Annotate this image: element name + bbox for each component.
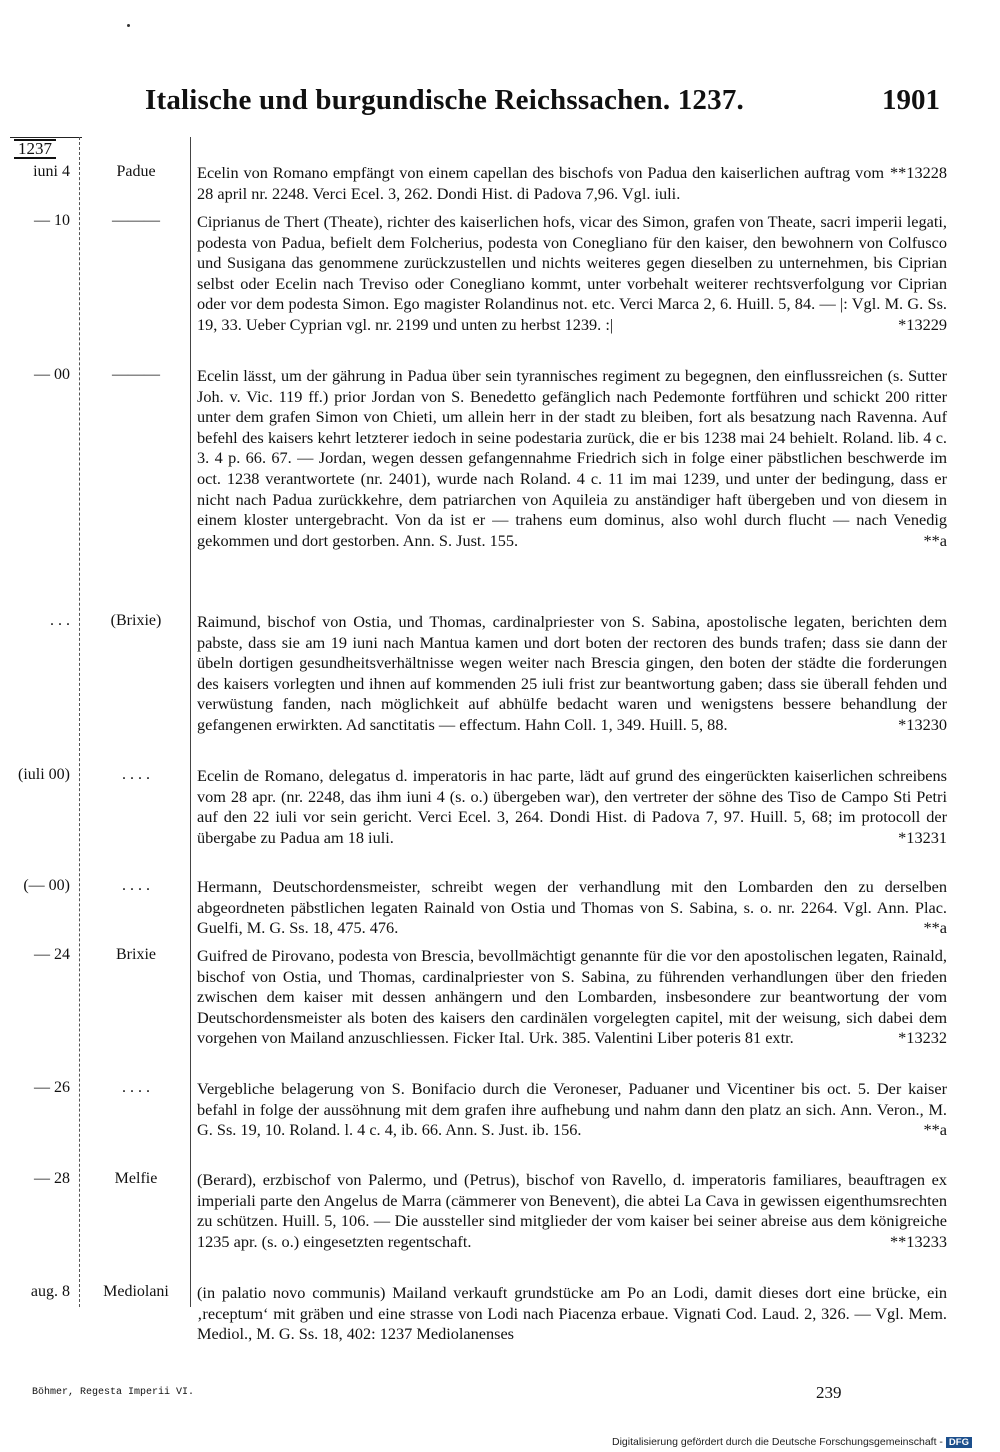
entry-place: ——— [112,366,160,383]
footer-page-number: 239 [816,1383,842,1402]
entry-place: ——— [112,212,160,229]
entry-number: *13229 [898,314,947,334]
entry-text: Vergebliche belagerung von S. Bonifacio durch die Veroneser, Paduaner und Vicentiner bis oct. 5. Der kaiser befahl in folge der aussöhnung mit dem grafen ihre aufhebung und nahm dann den platz an sich. Ann. Veron., M. G. Ss. 19, 10. Roland. l. 4 c. 4, ib. 66. Ann. S. Just. ib. 156. **a [197,1079,947,1140]
entry-date: — 24 [34,946,70,963]
entry-number: **13233 [890,1231,947,1251]
entry-number: **13228 [890,163,947,182]
header-rule [10,137,82,138]
speck-mark [127,24,130,27]
page-title: Italische und burgundische Reichssachen. 1237. [145,84,744,116]
entry-date: . . . [50,612,70,629]
entry-place: . . . . [122,1079,150,1096]
footer-source: Böhmer, Regesta Imperii VI. [32,1387,195,1398]
entry-place: Mediolani [103,1283,169,1300]
entry-number: *13231 [898,827,947,847]
entry-number: **a [923,918,947,938]
dfg-credit-text: Digitalisierung gefördert durch die Deutsche Forschungsgemeinschaft - [612,1436,943,1448]
entry-date: — 26 [34,1079,70,1096]
entry-date: — 00 [34,366,70,383]
column-divider-date [79,137,80,1307]
entry-number: **a [923,530,947,550]
entry-date: (— 00) [23,877,70,894]
dfg-logo-icon: DFG [946,1437,972,1448]
entry-date: iuni 4 [33,163,70,180]
entry-date: — 28 [34,1170,70,1187]
entry-number: **a [923,1120,947,1140]
year-label: 1237 [14,139,56,159]
entry-text: (in palatio novo communis) Mailand verkauft grundstücke am Po an Lodi, damit dieses dort eine brücke, ein ‚receptum‘ mit gräben und eine strasse von Lodi nach Piacenza erbaue. Vignati Cod. Laud. 2, 326. — Vgl. Mem. Mediol., M. G. Ss. 18, 402: 1237 Mediolanenses [197,1283,947,1344]
entry-text: Ecelin de Romano, delegatus d. imperatoris in hac parte, lädt auf grund des eingerückten kaiserlichen schreibens vom 28 apr. (nr. 2248, das ihm iuni 4 (s. o.) übergeben war), den vertreter der söhne des Tiso de Campo Sti Petri auf den 22 iuli vor sein gericht. Verci Ecel. 3, 264. Dondi Hist. di Padova 7, 97. Huill. 5, 68; im protocoll der übergabe zu Padua am 18 iuli. *13231 [197,766,947,847]
entry-number: *13230 [898,714,947,734]
entry-place: . . . . [122,877,150,894]
entry-text: Guifred de Pirovano, podesta von Brescia, bevollmächtigt genannte für die vor den apostolischen legaten, Rainald, bischof von Ostia, und Thomas, cardinalpriester von S. Sabina, zu führenden verhandlungen über den frieden zwischen dem kaiser mit dessen anhängern und den Lombarden, insbesondere zur beantwortung der vom Deutschordensmeister als boten des kaisers den cardinälen vorgelegten capitel, mit der weisung, sich dabei dem vorgehen von Mailand anzuschliessen. Ficker Ital. Urk. 385. Valentini Liber poteris 81 extr. *13232 [197,946,947,1048]
entry-text: Hermann, Deutschordensmeister, schreibt wegen der verhandlung mit den Lombarden den zu derselben abgeordneten päbstlichen legaten Rainald von Ostia und Thomas von S. Sabina, s. o. nr. 2264. Vgl. Ann. Plac. Guelfi, M. G. Ss. 18, 475. 476. **a [197,877,947,938]
column-divider-place [190,137,191,1307]
entry-text: Raimund, bischof von Ostia, und Thomas, cardinalpriester von S. Sabina, apostolische legaten, berichten dem pabste, dass sie am 19 iuni nach Mantua kamen und dort boten der rectoren des bunds trafen; dass sie dann der übeln dortigen gesundheitsverhältnisse wegen weiter nach Brescia gingen, den boten der städte die forderungen des kaisers vorlegten und ihnen auf kommenden 25 iuli frist zur beantwortung gaben; dass sie überall fehden und verwüstung fanden, nach möglichkeit auf abhülfe bedacht waren und wenigstens bessere behandlung der gefangenen erwirkten. Ad sanctitatis — effectum. Hahn Coll. 1, 349. Huill. 5, 88. *13230 [197,612,947,734]
dfg-credit [612,1436,972,1448]
entry-place: Padue [116,163,156,180]
page-number: 1901 [882,84,940,116]
entry-text: Ecelin lässt, um der gährung in Padua über sein tyrannisches regiment zu begegnen, den einflussreichen (s. Sutter Joh. v. Vic. 119 ff.) prior Jordan von S. Benedetto gefänglich nach Pedemonte fortführen und schickt 200 ritter unter dem grafen Simon von Chieti, um allein herr in der stadt zu bleiben, fort als besatzung nach Ravenna. Auf befehl des kaisers kehrt letzterer iedoch in seine podestaria zurück, die er bis 1238 mai 24 behielt. Roland. lib. 4 c. 3. 4 p. 66. 67. — Jordan, wegen dessen gefangennahme Friedrich sich in folge einer päbstlichen beschwerde im oct. 1238 verantwortete (nr. 2401), wurde nach Roland. 4 c. 11 im mai 1239, und unter der bedingung, dass er nicht nach Padua zurückkehre, dem patriarchen von Aquileia zu anständiger haft übergeben und von diesem in einem kloster untergebracht. Von da ist er — trahens eum dominus, also wohl durch flucht — nach Venedig gekommen und dort gestorben. Ann. S. Just. 155. **a [197,366,947,550]
entry-date: aug. 8 [30,1283,70,1300]
entry-text: (Berard), erzbischof von Palermo, und (Petrus), bischof von Ravello, d. imperatoris familiares, beauftragen ex imperiali parte den Angelus de Marra (cämmerer von Benevent), die abtei La Cava in gewissen eigenthumsrechten zu schützen. Huill. 5, 106. — Die aussteller sind mitglieder der vom kaiser bei seiner abreise aus dem königreiche 1235 apr. (s. o.) eingesetzten regentschaft. **13233 [197,1170,947,1251]
entry-place: . . . . [122,766,150,783]
entry-text: Ciprianus de Thert (Theate), richter des kaiserlichen hofs, vicar des Simon, grafen von Theate, sacri imperii legati, podesta von Padua, befielt dem Folcherius, podesta von Conegliano für den kaiser, den bewohnern von Colfusco und Susigana das genommene zurückzustellen und nichts weiteres gegen dieselben zu unternehmen, bis Ciprian selbst oder Ecelin nach Treviso oder Conegliano kommt, unter vorbehalt weiterer rechtsverfolgung vor Ciprian oder vor dem podesta Simon. Ego magister Rolandinus not. etc. Verci Marca 2, 6. Huill. 5, 84. — |: Vgl. M. G. Ss. 19, 33. Ueber Cyprian vgl. nr. 2199 und unten zu herbst 1239. :| *13229 [197,212,947,334]
entry-date: (iuli 00) [18,766,70,783]
entry-number: *13232 [898,1028,947,1048]
entry-place: Brixie [116,946,156,963]
entry-text: **13228 Ecelin von Romano empfängt von einem capellan des bischofs von Padua den kaiserlichen auftrag vom 28 april nr. 2248. Verci Ecel. 3, 262. Dondi Hist. di Padova 7,96. Vgl. iuli. [197,163,947,203]
entry-place: Melfie [114,1170,158,1187]
entry-date: — 10 [34,212,70,229]
entry-place: (Brixie) [110,612,162,629]
